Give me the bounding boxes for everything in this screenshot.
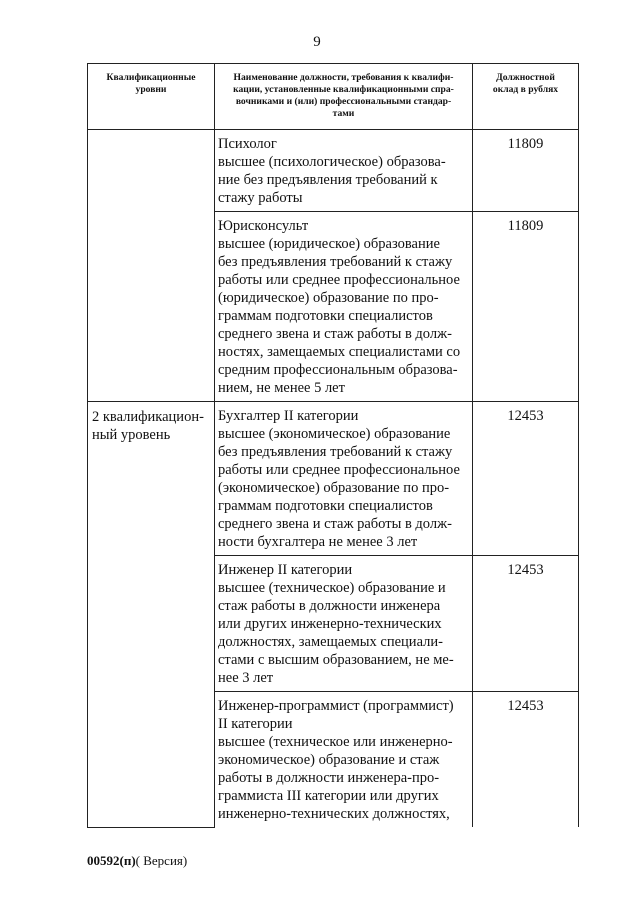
position-cell [215,130,473,212]
position-text-line: стаж работы в должности инженера [218,598,441,614]
salary-table [87,63,579,828]
position-text-line: ние без предъявления требований к [218,172,438,188]
table-row [88,402,579,556]
position-text-line: работы или среднее профессиональное [218,462,460,478]
position-text-line: (экономическое) образование по про- [218,480,450,496]
position-text-line: без предъявления требований к стажу [218,254,453,270]
page-number: 9 [313,34,321,50]
table-header-row [88,64,579,130]
position-text-line: работы в должности инженера-про- [218,770,440,786]
header-text-line: кации, установленные квалификационными спра- [233,84,454,95]
position-text-line: высшее (психологическое) образова- [218,154,446,170]
position-cell [215,402,473,556]
header-text-line: вочниками и (или) профессиональными стандар- [235,96,452,107]
salary-cell [473,692,579,828]
position-text-line: стажу работы [218,190,303,206]
position-text-line: Инженер II категории [218,562,353,578]
salary-cell [473,130,579,212]
position-cell [215,692,473,828]
position-text-line: нием, не менее 5 лет [218,380,345,396]
position-text-line: стами с высшим образованием, не ме- [218,652,454,668]
header-qualification-levels [88,64,215,130]
position-text-line: высшее (экономическое) образование [218,426,451,442]
salary-value: 11809 [507,136,544,152]
position-text-line: нее 3 лет [218,670,274,686]
salary-value: 12453 [507,408,544,424]
position-text-line: граммам подготовки специалистов [218,308,433,324]
salary-cell [473,212,579,402]
position-text-line: Бухгалтер II категории [218,408,359,424]
position-text-line: без предъявления требований к стажу [218,444,453,460]
position-text-line: высшее (юридическое) образование [218,236,440,252]
salary-cell [473,556,579,692]
header-text-line: Должностной [496,72,555,83]
position-text-line: ности бухгалтера не менее 3 лет [218,534,418,550]
header-text-line: уровни [135,84,167,95]
position-text-line: средним профессиональным образова- [218,362,458,378]
document-footer [87,853,187,869]
salary-value: 12453 [507,562,544,578]
position-text-line: среднего звена и стаж работы в долж- [218,516,452,532]
position-text-line: должностях, замещаемых специали- [218,634,443,650]
position-text-line: ностях, замещаемых специалистами со [218,344,461,360]
qualification-level-cell [88,402,215,828]
document-version: ( Версия) [135,853,188,868]
position-text-line: высшее (техническое или инженерно- [218,734,453,750]
header-text-line: Квалификационные [106,72,196,83]
position-text-line: граммам подготовки специалистов [218,498,433,514]
position-text-line: II категории [218,716,293,732]
salary-value: 12453 [507,698,544,714]
position-text-line: или других инженерно-технических [218,616,442,632]
header-text-line: оклад в рублях [492,84,559,95]
position-text-line: (юридическое) образование по про- [218,290,439,306]
header-position-name [215,64,473,130]
header-salary [473,64,579,130]
position-text-line: работы или среднее профессиональное [218,272,460,288]
position-text-line: экономическое) образование и стаж [218,752,440,768]
position-text-line: высшее (техническое) образование и [218,580,446,596]
qualification-level-label: 2 квалификацион- [92,409,204,425]
position-text-line: среднего звена и стаж работы в долж- [218,326,452,342]
salary-cell [473,402,579,556]
position-cell [215,556,473,692]
position-text-line: Инженер-программист (программист) [218,698,454,714]
document-code: 00592(п) [87,853,136,868]
salary-value: 11809 [507,218,544,234]
qualification-level-cell [88,130,215,402]
position-text-line: Психолог [218,136,277,152]
position-cell [215,212,473,402]
position-text-line: граммиста III категории или других [218,788,439,804]
table-row [88,130,579,212]
header-text-line: Наименование должности, требования к квалифи- [233,72,454,83]
qualification-level-label: ный уровень [92,427,171,443]
position-text-line: инженерно-технических должностях, [218,806,450,822]
header-text-line: тами [332,108,355,119]
position-text-line: Юрисконсульт [218,218,309,234]
